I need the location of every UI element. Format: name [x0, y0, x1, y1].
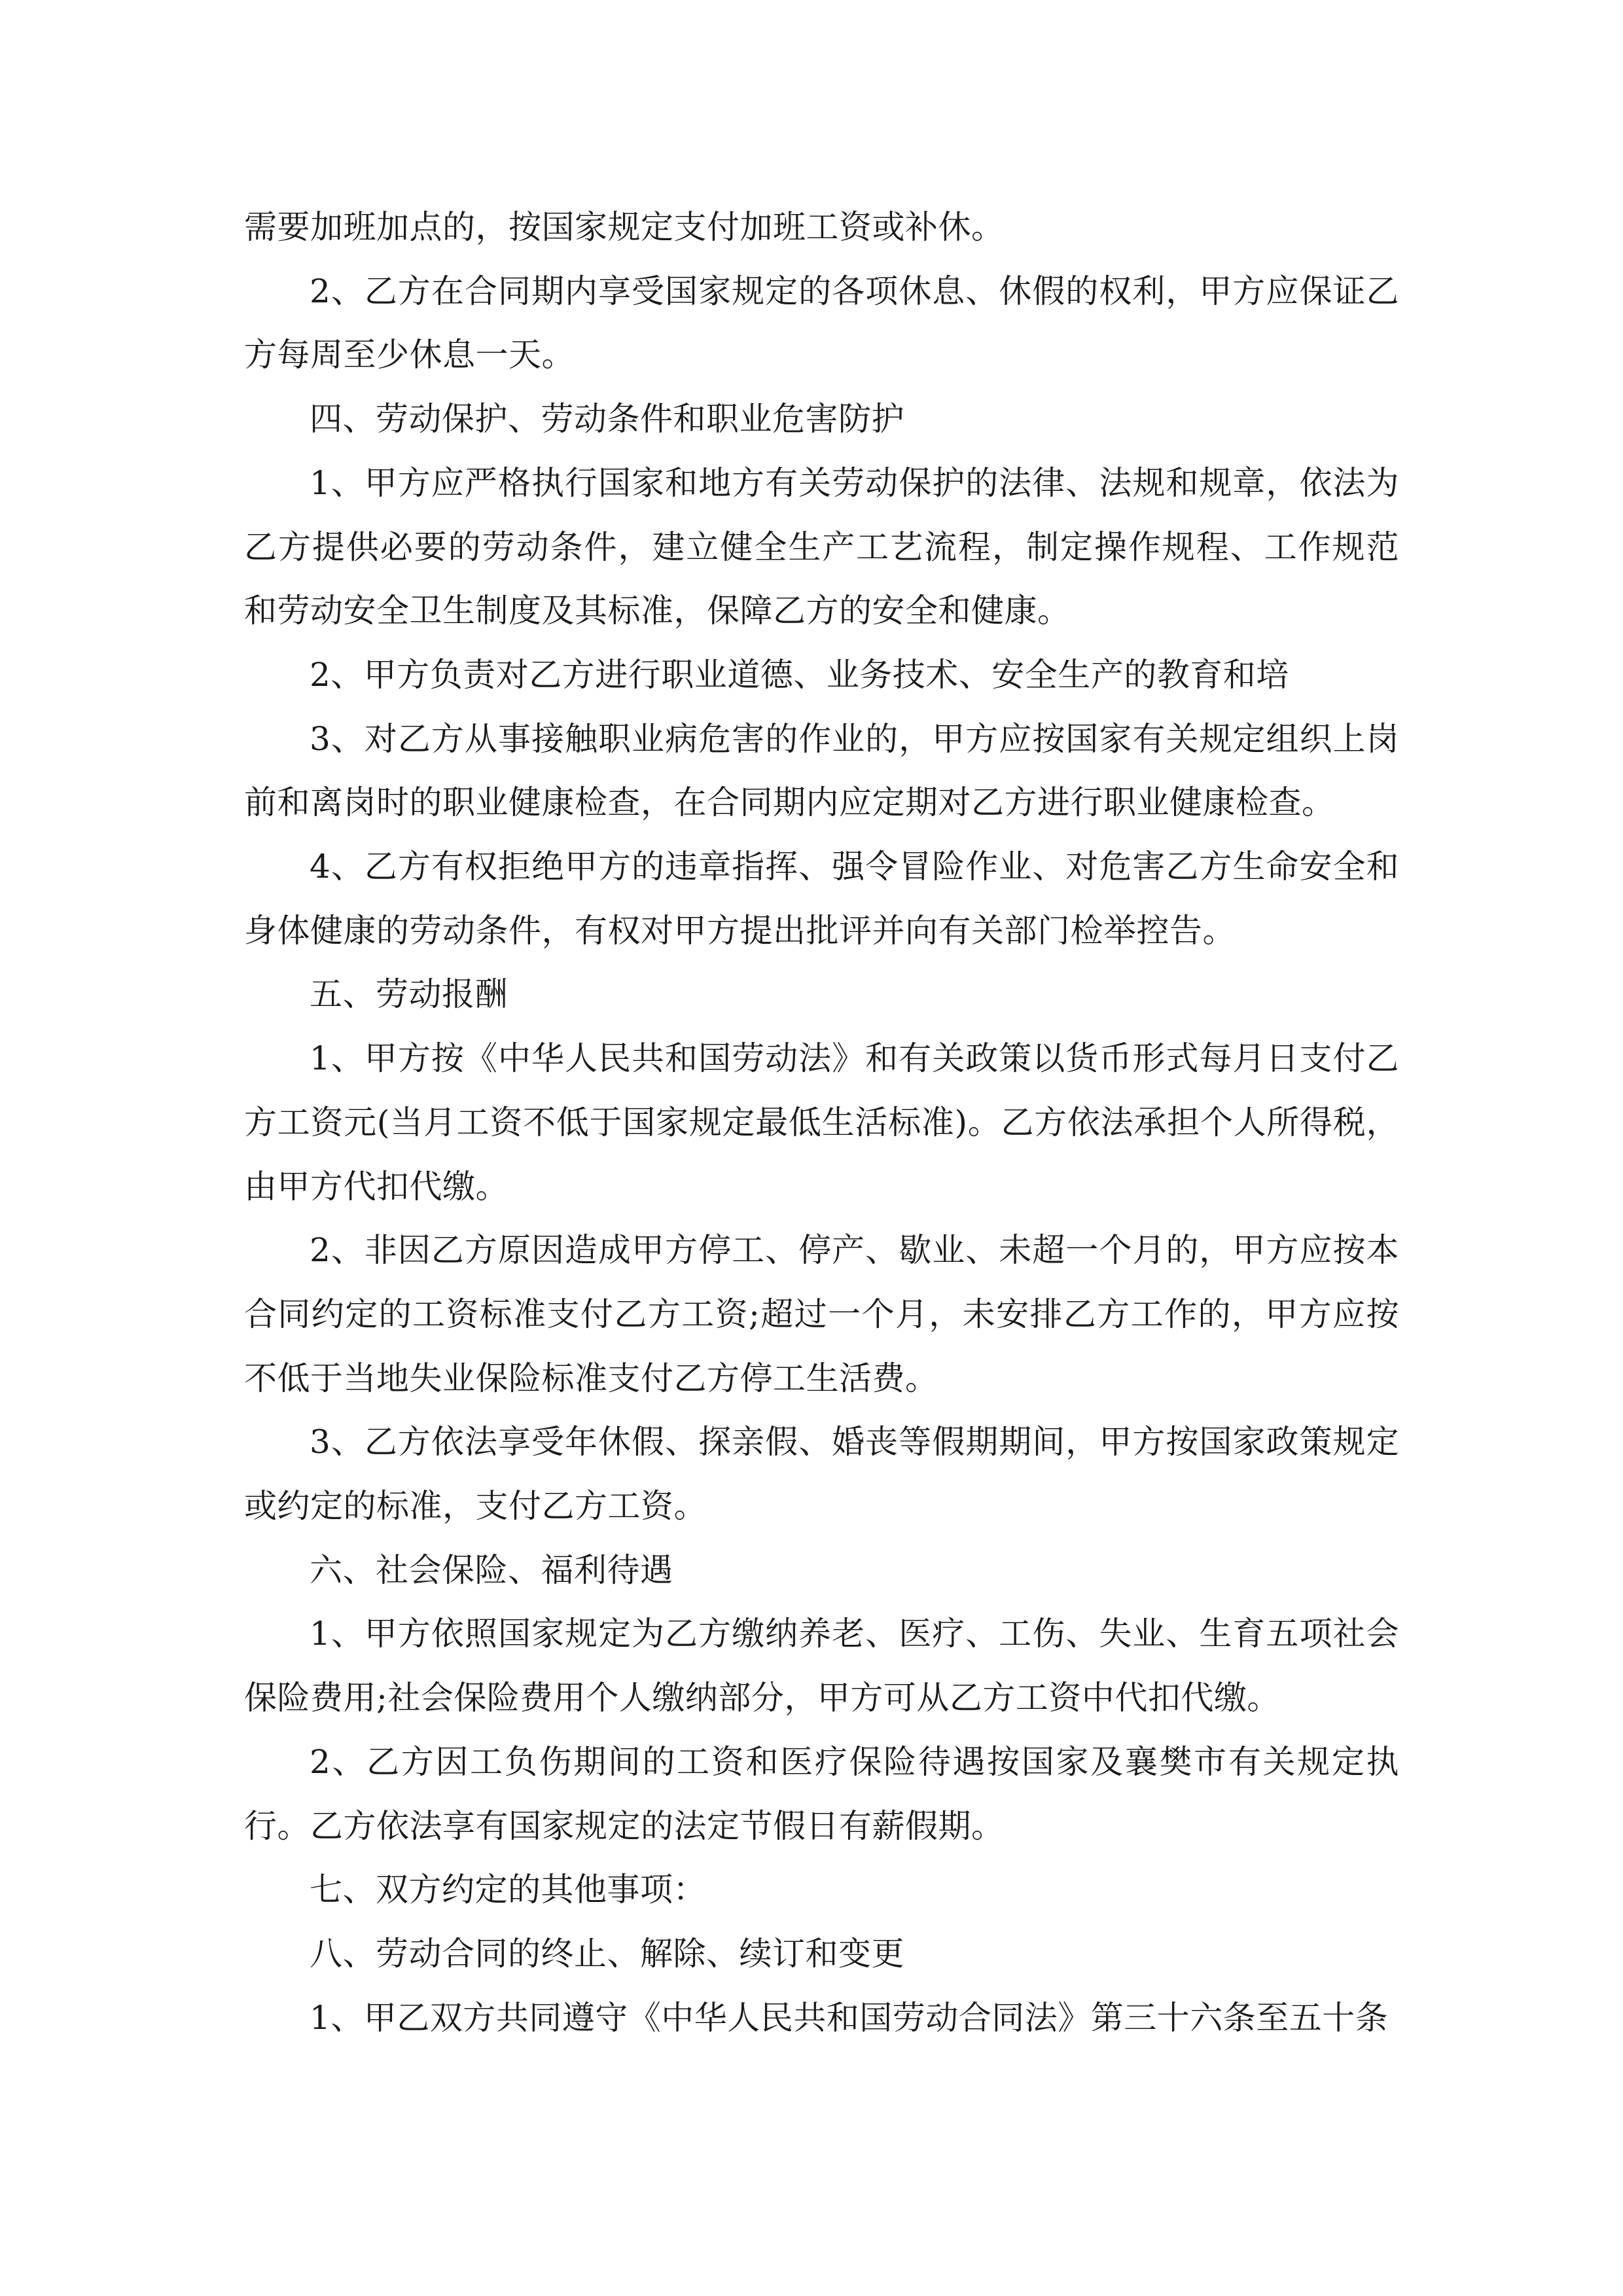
paragraph-remuneration-1: 1、甲方按《中华人民共和国劳动法》和有关政策以货币形式每月日支付乙方工资元(当月工资不低于国家规定最低生活标准)。乙方依法承担个人所得税，由甲方代扣代缴。 [244, 1039, 1399, 1206]
paragraph-protection-4: 4、乙方有权拒绝甲方的违章指挥、强令冒险作业、对危害乙方生命安全和身体健康的劳动条件，有权对甲方提出批评并向有关部门检举控告。 [244, 848, 1399, 950]
section-heading-social-insurance: 六、社会保险、福利待遇 [310, 1551, 673, 1589]
paragraph-overtime-continued: 需要加班加点的，按国家规定支付加班工资或补休。 [244, 208, 1005, 246]
paragraph-protection-2: 2、甲方负责对乙方进行职业道德、业务技术、安全生产的教育和培 [310, 655, 1289, 694]
paragraph-insurance-2: 2、乙方因工负伤期间的工资和医疗保险待遇按国家及襄樊市有关规定执行。乙方依法享有国家规定的法定节假日有薪假期。 [244, 1742, 1399, 1845]
contract-body [244, 196, 1399, 2050]
section-heading-termination: 八、劳动合同的终止、解除、续订和变更 [310, 1934, 904, 1973]
paragraph-rest-rights: 2、乙方在合同期内享受国家规定的各项休息、休假的权利，甲方应保证乙方每周至少休息一天。 [244, 272, 1399, 374]
paragraph-remuneration-2: 2、非因乙方原因造成甲方停工、停产、歇业、未超一个月的，甲方应按本合同约定的工资标准支付乙方工资;超过一个月，未安排乙方工作的，甲方应按不低于当地失业保险标准支付乙方停工生活费。 [244, 1231, 1399, 1397]
paragraph-termination-1: 1、甲乙双方共同遵守《中华人民共和国劳动合同法》第三十六条至五十条 [310, 1998, 1389, 2037]
paragraph-insurance-1: 1、甲方依照国家规定为乙方缴纳养老、医疗、工伤、失业、生育五项社会保险费用;社会保险费用个人缴纳部分，甲方可从乙方工资中代扣代缴。 [244, 1615, 1399, 1717]
section-heading-labor-protection: 四、劳动保护、劳动条件和职业危害防护 [310, 400, 904, 439]
section-heading-remuneration: 五、劳动报酬 [310, 975, 508, 1014]
paragraph-protection-1: 1、甲方应严格执行国家和地方有关劳动保护的法律、法规和规章，依法为乙方提供必要的劳动条件，建立健全生产工艺流程，制定操作规程、工作规范和劳动安全卫生制度及其标准，保障乙方的安全和健康。 [244, 463, 1399, 630]
paragraph-protection-3: 3、对乙方从事接触职业病危害的作业的，甲方应按国家有关规定组织上岗前和离岗时的职业健康检查，在合同期内应定期对乙方进行职业健康检查。 [244, 719, 1399, 822]
section-heading-other-matters: 七、双方约定的其他事项： [310, 1871, 706, 1909]
paragraph-remuneration-3: 3、乙方依法享受年休假、探亲假、婚丧等假期期间，甲方按国家政策规定或约定的标准，支付乙方工资。 [244, 1423, 1399, 1526]
